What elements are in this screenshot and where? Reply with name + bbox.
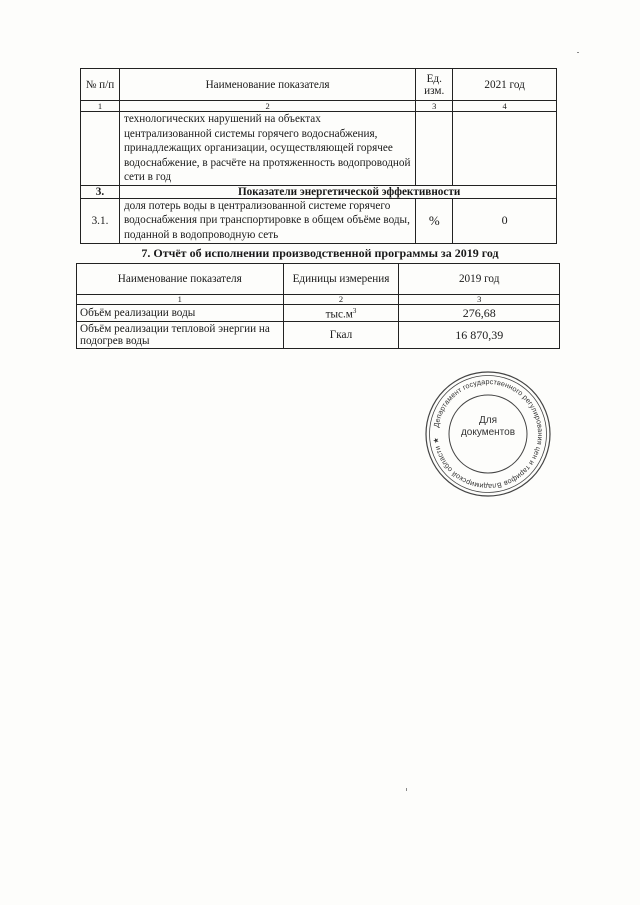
col-number: 2	[119, 101, 415, 112]
col-number: 1	[81, 101, 120, 112]
header-name: Наименование показателя	[119, 69, 415, 101]
stamp-line: Для	[478, 415, 498, 426]
col-number: 3	[416, 101, 453, 112]
header-unit: Единицы измерения	[283, 264, 399, 295]
report-table	[76, 263, 560, 349]
cell-value: 0	[453, 198, 557, 243]
cell-value: 276,68	[399, 305, 560, 322]
stamp-center-text	[423, 415, 553, 439]
table-row	[81, 112, 557, 186]
col-number: 4	[453, 101, 557, 112]
scan-speck	[406, 788, 407, 791]
indicators-table	[80, 68, 557, 244]
section-caption: 7. Отчёт об исполнении производственной программы за 2019 год	[141, 246, 499, 260]
header-unit: Ед. изм.	[416, 69, 453, 101]
cell-name: Объём реализации тепловой энергии на подогрев воды	[77, 321, 284, 348]
col-number: 1	[77, 295, 284, 305]
header-year: 2021 год	[453, 69, 557, 101]
cell-name: доля потерь воды в централизованной системе горячего водоснабжения при транспортировке в общем объёме воды, поданной в водопроводную сеть	[119, 198, 415, 243]
header-num: № п/п	[81, 69, 120, 101]
section-title: Показатели энергетической эффективности	[119, 185, 556, 198]
table-row	[77, 321, 560, 348]
scan-speck	[577, 52, 579, 53]
table-row	[81, 198, 557, 243]
cell-unit: Гкал	[283, 321, 399, 348]
cell-num	[81, 112, 120, 186]
cell-unit	[416, 112, 453, 186]
cell-name: Объём реализации воды	[77, 305, 284, 322]
section-row	[81, 185, 557, 198]
column-number-row	[77, 295, 560, 305]
col-number: 3	[399, 295, 560, 305]
stamp-line: документов	[460, 427, 516, 438]
cell-unit: %	[416, 198, 453, 243]
cell-name: технологических нарушений на объектах централизованной системы горячего водоснабжения, принадлежащих организации, осуществляющей горячее водоснабжение, в расчёте на протяженность водопроводной сети в год	[119, 112, 415, 186]
table-row	[77, 305, 560, 322]
table-header-row	[81, 69, 557, 101]
header-name: Наименование показателя	[77, 264, 284, 295]
official-stamp	[423, 369, 553, 499]
col-number: 2	[283, 295, 399, 305]
section-num: 3.	[81, 185, 120, 198]
header-year: 2019 год	[399, 264, 560, 295]
stamp-ring-text: Департамент государственного регулирования цен и тарифов Владимирской области ★	[431, 376, 546, 492]
cell-value: 16 870,39	[399, 321, 560, 348]
cell-value	[453, 112, 557, 186]
column-number-row	[81, 101, 557, 112]
cell-num: 3.1.	[81, 198, 120, 243]
cell-unit: $тыс.м^3$	[283, 305, 399, 322]
table-header-row	[77, 264, 560, 295]
